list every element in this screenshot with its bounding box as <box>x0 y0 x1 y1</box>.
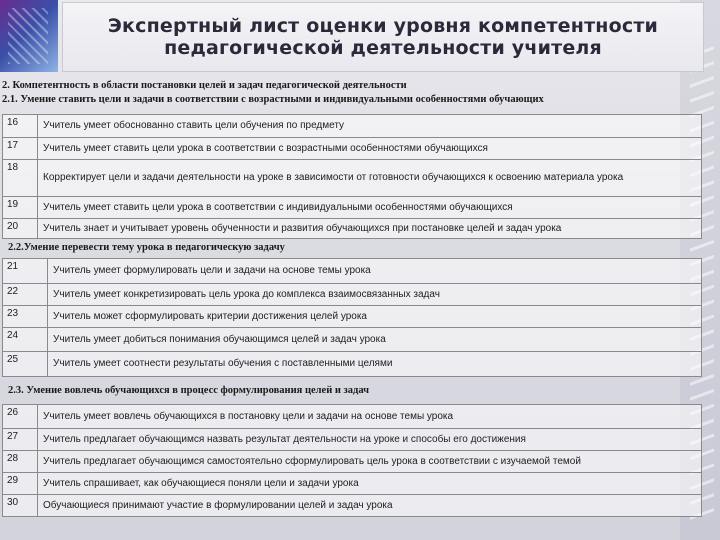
row-text: Учитель умеет вовлечь обучающихся в постановку цели и задачи на основе темы урока <box>38 405 702 429</box>
row-text: Корректирует цели и задачи деятельности на уроке в зависимости от готовности обучающихся к освоению материала урока <box>38 160 702 197</box>
row-number: 27 <box>3 429 38 451</box>
row-text: Учитель умеет формулировать цели и задачи на основе темы урока <box>48 259 702 284</box>
table-row <box>3 352 702 377</box>
table-row <box>3 219 702 239</box>
row-text: Учитель предлагает обучающимся назвать результат деятельности на уроке и способы его достижения <box>38 429 702 451</box>
table-row <box>3 451 702 473</box>
criteria-table-2-3 <box>2 404 702 517</box>
table-row <box>3 284 702 306</box>
row-text: Учитель знает и учитывает уровень обученности и развития обучающихся при постановке целей и задач урока <box>38 219 702 239</box>
row-number: 25 <box>3 352 48 377</box>
table-row <box>3 328 702 352</box>
row-number: 20 <box>3 219 38 239</box>
row-number: 22 <box>3 284 48 306</box>
section-heading-2-3: 2.3. Умение вовлечь обучающихся в процесс формулирования целей и задач <box>8 385 370 396</box>
row-number: 19 <box>3 197 38 219</box>
row-text: Учитель умеет ставить цели урока в соответствии с возрастными особенностями обучающихся <box>38 138 702 160</box>
row-text: Учитель умеет обоснованно ставить цели обучения по предмету <box>38 115 702 138</box>
row-number: 24 <box>3 328 48 352</box>
row-text: Учитель может сформулировать критерии достижения целей урока <box>48 306 702 328</box>
table-row <box>3 429 702 451</box>
table-row <box>3 405 702 429</box>
section-heading-2: 2. Компетентность в области постановки целей и задач педагогической деятельности <box>2 80 407 91</box>
row-number: 29 <box>3 473 38 495</box>
table-row <box>3 115 702 138</box>
row-number: 28 <box>3 451 38 473</box>
row-text: Учитель умеет ставить цели урока в соответствии с индивидуальными особенностями обучающихся <box>38 197 702 219</box>
section-heading-2-1: 2.1. Умение ставить цели и задачи в соответствии с возрастными и индивидуальными особенностями обучающих <box>2 94 544 105</box>
criteria-table-2-1 <box>2 114 702 239</box>
table-row <box>3 259 702 284</box>
row-number: 18 <box>3 160 38 197</box>
table-row <box>3 197 702 219</box>
row-number: 26 <box>3 405 38 429</box>
row-text: Учитель умеет добиться понимания обучающимся целей и задач урока <box>48 328 702 352</box>
decorative-corner <box>0 0 58 72</box>
section-heading-2-2: 2.2.Умение перевести тему урока в педагогическую задачу <box>8 242 285 253</box>
table-row <box>3 160 702 197</box>
row-number: 17 <box>3 138 38 160</box>
row-text: Учитель спрашивает, как обучающиеся поняли цели и задачи урока <box>38 473 702 495</box>
row-number: 21 <box>3 259 48 284</box>
row-text: Обучающиеся принимают участие в формулировании целей и задач урока <box>38 495 702 517</box>
page-title-line-2: педагогической деятельности учителя <box>164 37 602 59</box>
table-row <box>3 495 702 517</box>
table-row <box>3 138 702 160</box>
table-row <box>3 306 702 328</box>
row-number: 23 <box>3 306 48 328</box>
row-number: 30 <box>3 495 38 517</box>
row-text: Учитель умеет соотнести результаты обучения с поставленными целями <box>48 352 702 377</box>
title-box <box>62 2 704 72</box>
row-text: Учитель умеет конкретизировать цель урока до комплекса взаимосвязанных задач <box>48 284 702 306</box>
row-text: Учитель предлагает обучающимся самостоятельно сформулировать цель урока в соответствии с изучаемой темой <box>38 451 702 473</box>
criteria-table-2-2 <box>2 258 702 377</box>
page-title-line-1: Экспертный лист оценки уровня компетентности <box>107 15 659 37</box>
table-row <box>3 473 702 495</box>
row-number: 16 <box>3 115 38 138</box>
